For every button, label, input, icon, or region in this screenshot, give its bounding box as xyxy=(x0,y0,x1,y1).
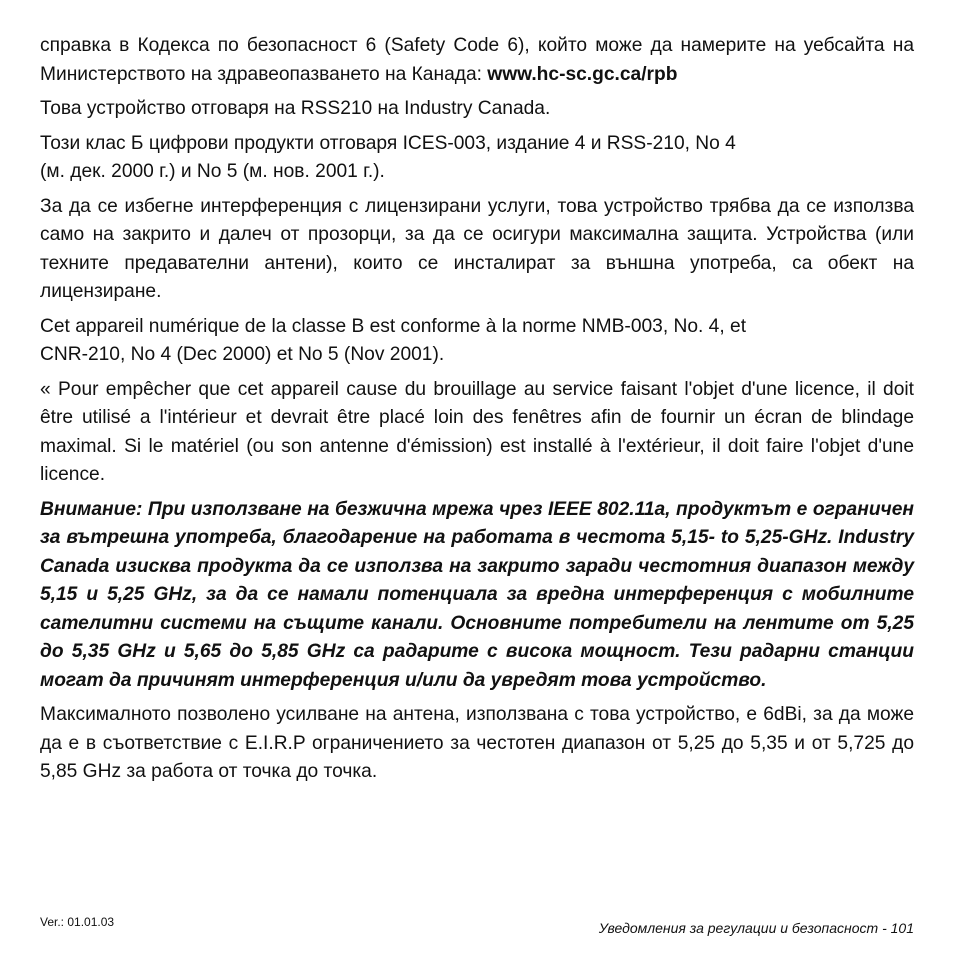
health-canada-url[interactable]: www.hc-sc.gc.ca/rpb xyxy=(487,63,678,85)
safety-code-text: справка в Кодекса по безопасност 6 (Safety Code 6), който може да намерите на уебсайта на Министерството на здравеопазването на Канада: xyxy=(40,35,914,85)
paragraph-warning: Внимание: При използване на безжична мрежа чрез IEEE 802.11a, продуктът е ограничен за вътрешна употреба, благодарение на работата в честота 5,15- to 5,25-GHz. Industry Canada изисква продукта да се използва на закрито заради честотния диапазон между 5,15 и 5,25 GHz, за да се намали потенциала за вредна интерференция с мобилните сателитни системи на същите канали. Основните потребители на лентите от 5,25 до 5,35 GHz и 5,65 до 5,85 GHz са радарите с висока мощност. Тези радарни станции могат да причинят интерференция и/или да увредят това устройство. xyxy=(40,498,914,691)
paragraph-interference-fr: « Pour empêcher que cet appareil cause du brouillage au service faisant l'objet d'une licence, il doit être utilisé a l'intérieur et devrait être placé loin des fenêtres afin de fournir un écran de blindage maximal. Si le matériel (ou son antenne d'émission) est installé à l'extérieur, il doit faire l'objet d'une licence. xyxy=(40,378,914,485)
ices003-line-1: Този клас Б цифрови продукти отговаря ICES-003, издание 4 и RSS-210, No 4 xyxy=(40,132,736,154)
paragraph-nmb003-fr xyxy=(40,313,914,370)
paragraph-safety-code xyxy=(40,32,914,89)
paragraph-ices003 xyxy=(40,130,914,187)
footer-version: Ver.: 01.01.03 xyxy=(40,915,115,929)
footer-section-page: Уведомления за регулации и безопасност - 101 xyxy=(598,920,914,936)
nmb003-line-2: CNR-210, No 4 (Dec 2000) et No 5 (Nov 2001). xyxy=(40,344,445,365)
document-body xyxy=(40,32,914,793)
nmb003-line-1: Cet appareil numérique de la classe B est conforme à la norme NMB-003, No. 4, et xyxy=(40,315,747,337)
paragraph-interference-bg: За да се избегне интерференция с лицензирани услуги, това устройство трябва да се използва само на закрито и далеч от прозорци, за да се осигури максимална защита. Устройства (или техните предавателни антени), които се инсталират за външна употреба, са обект на лицензиране. xyxy=(40,195,914,302)
ices003-line-2: (м. дек. 2000 г.) и No 5 (м. нов. 2001 г.). xyxy=(40,161,385,182)
paragraph-antenna-gain: Максималното позволено усилване на антена, използвана с това устройство, е 6dBi, за да може да е в съответствие с E.I.R.P ограничението за честотен диапазон от 5,25 до 5,35 и от 5,725 до 5,85 GHz за работа от точка до точка. xyxy=(40,704,914,782)
paragraph-rss210: Това устройство отговаря на RSS210 на Industry Canada. xyxy=(40,98,551,119)
